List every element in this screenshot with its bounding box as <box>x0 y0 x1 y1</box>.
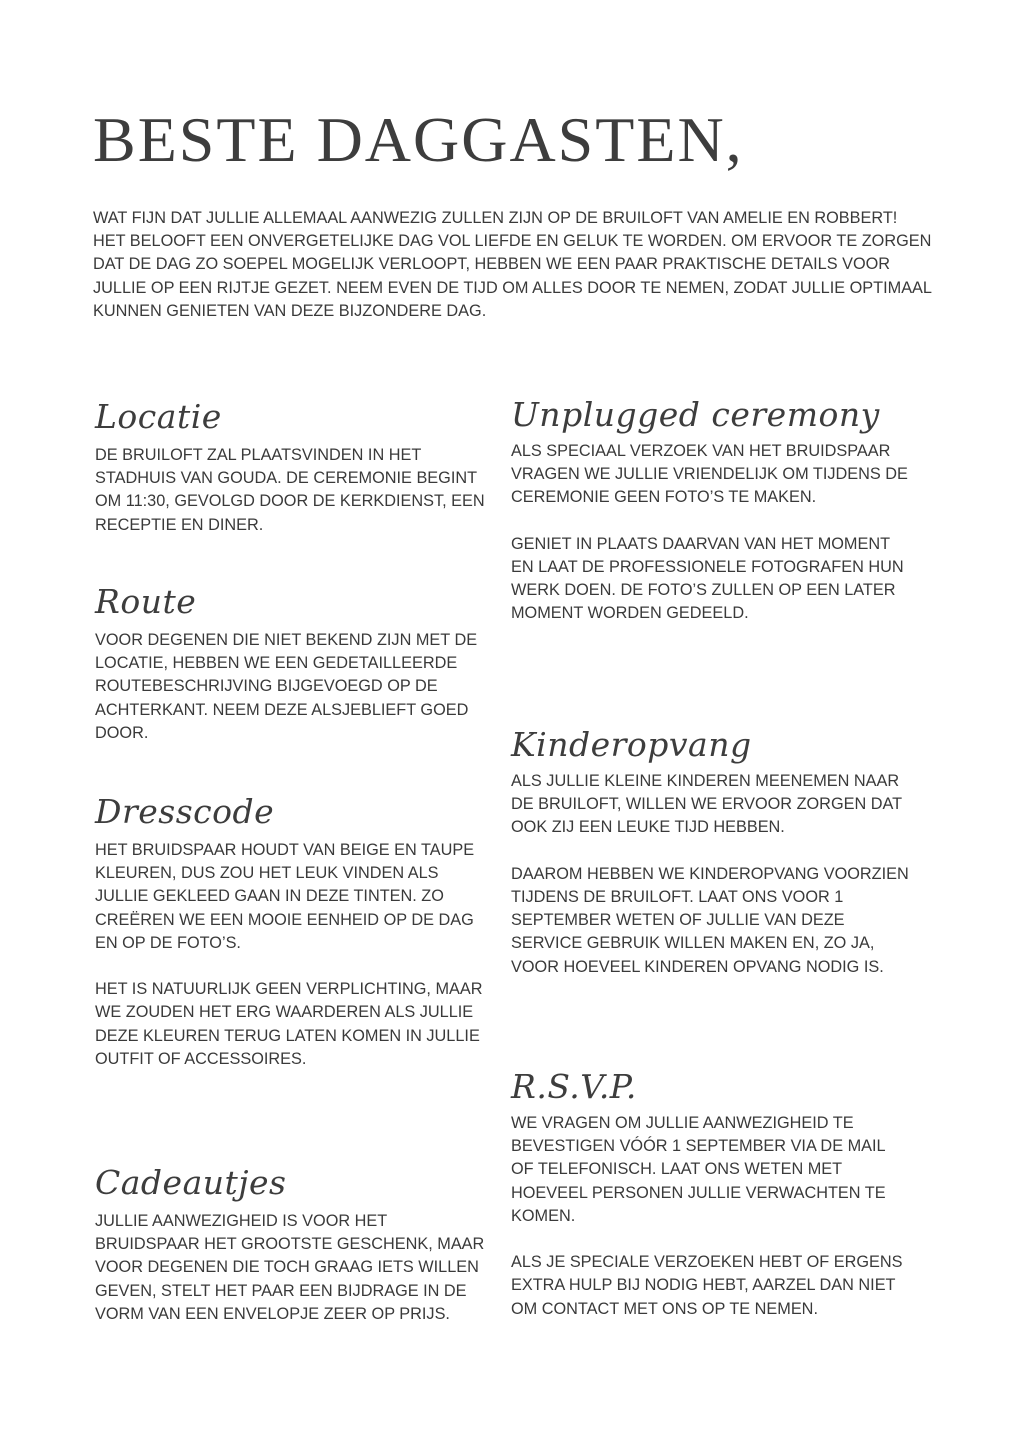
section-heading-dresscode: Dresscode <box>95 792 275 831</box>
section-text-rsvp-1: WE VRAGEN OM JULLIE AANWEZIGHEID TE BEVESTIGEN VÓÓR 1 SEPTEMBER VIA DE MAIL OF TELEFONISCH. LAAT ONS WETEN MET HOEVEEL PERSONEN JULLIE VERWACHTEN TE KOMEN. <box>511 1114 886 1225</box>
section-dresscode <box>95 792 495 1071</box>
section-heading-kinderopvang: Kinderopvang <box>511 725 752 764</box>
section-text-rsvp-2: ALS JE SPECIALE VERZOEKEN HEBT OF ERGENS EXTRA HULP BIJ NODIG HEBT, AARZEL DAN NIET OM CONTACT MET ONS OP TE NEMEN. <box>511 1253 903 1318</box>
section-rsvp <box>511 1067 911 1321</box>
intro-paragraph: WAT FIJN DAT JULLIE ALLEMAAL AANWEZIG ZULLEN ZIJN OP DE BRUILOFT VAN AMELIE EN ROBBERT! HET BELOOFT EEN ONVERGETELIJKE DAG VOL LIEFDE EN GELUK TE WORDEN. OM ERVOOR TE ZORGEN DAT DE DAG ZO SOEPEL MOGELIJK VERLOOPT, HEBBEN WE EEN PAAR PRAKTISCHE DETAILS VOOR JULLIE OP EEN RIJTJE GEZET. NEEM EVEN DE TIJD OM ALLES DOOR TE NEMEN, ZODAT JULLIE OPTIMAAL KUNNEN GENIETEN VAN DEZE BIJZONDERE DAG. <box>93 209 932 320</box>
section-text-locatie: DE BRUILOFT ZAL PLAATSVINDEN IN HET STADHUIS VAN GOUDA. DE CEREMONIE BEGINT OM 11:30, GEVOLGD DOOR DE KERKDIENST, EEN RECEPTIE EN DINER. <box>95 446 485 534</box>
section-text-kinderopvang-1: ALS JULLIE KLEINE KINDEREN MEENEMEN NAAR DE BRUILOFT, WILLEN WE ERVOOR ZORGEN DAT OOK ZIJ EEN LEUKE TIJD HEBBEN. <box>511 772 902 837</box>
section-text-unplugged-2: GENIET IN PLAATS DAARVAN VAN HET MOMENT EN LAAT DE PROFESSIONELE FOTOGRAFEN HUN WERK DOEN. DE FOTO’S ZULLEN OP EEN LATER MOMENT WORDEN GEDEELD. <box>511 534 904 623</box>
section-text-kinderopvang-2: DAAROM HEBBEN WE KINDEROPVANG VOORZIEN TIJDENS DE BRUILOFT. LAAT ONS VOOR 1 SEPTEMBER WETEN OF JULLIE VAN DEZE SERVICE GEBRUIK WILLEN MAKEN EN, ZO JA, VOOR HOEVEEL KINDEREN OPVANG NODIG IS. <box>511 864 909 976</box>
section-kinderopvang <box>511 725 911 979</box>
section-cadeautjes <box>95 1163 495 1326</box>
section-heading-locatie: Locatie <box>95 397 222 436</box>
section-locatie <box>95 397 495 537</box>
section-route <box>95 582 495 745</box>
section-heading-rsvp: R.S.V.P. <box>511 1067 637 1106</box>
section-heading-cadeautjes: Cadeautjes <box>95 1163 287 1202</box>
section-text-dresscode-2: HET IS NATUURLIJK GEEN VERPLICHTING, MAAR WE ZOUDEN HET ERG WAARDEREN ALS JULLIE DEZE KLEUREN TERUG LATEN KOMEN IN JULLIE OUTFIT OF ACCESSOIRES. <box>95 980 483 1068</box>
section-heading-unplugged-ceremony: Unplugged ceremony <box>511 395 880 434</box>
section-text-unplugged-1: ALS SPECIAAL VERZOEK VAN HET BRUIDSPAAR VRAGEN WE JULLIE VRIENDELIJK OM TIJDENS DE CEREMONIE GEEN FOTO’S TE MAKEN. <box>511 442 908 507</box>
section-unplugged-ceremony <box>511 395 911 626</box>
section-text-cadeautjes: JULLIE AANWEZIGHEID IS VOOR HET BRUIDSPAAR HET GROOTSTE GESCHENK, MAAR VOOR DEGENEN DIE TOCH GRAAG IETS WILLEN GEVEN, STELT HET PAAR EEN BIJDRAGE IN DE VORM VAN EEN ENVELOPJE ZEER OP PRIJS. <box>95 1212 485 1323</box>
section-text-dresscode-1: HET BRUIDSPAAR HOUDT VAN BEIGE EN TAUPE KLEUREN, DUS ZOU HET LEUK VINDEN ALS JULLIE GEKLEED GAAN IN DEZE TINTEN. ZO CREËREN WE EEN MOOIE EENHEID OP DE DAG EN OP DE FOTO’S. <box>95 841 475 952</box>
page-title: BESTE DAGGASTEN, <box>93 104 744 175</box>
section-text-route: VOOR DEGENEN DIE NIET BEKEND ZIJN MET DE LOCATIE, HEBBEN WE EEN GEDETAILLEERDE ROUTEBESCHRIJVING BIJGEVOEGD OP DE ACHTERKANT. NEEM DEZE ALSJEBLIEFT GOED DOOR. <box>95 631 478 742</box>
section-heading-route: Route <box>95 582 197 621</box>
